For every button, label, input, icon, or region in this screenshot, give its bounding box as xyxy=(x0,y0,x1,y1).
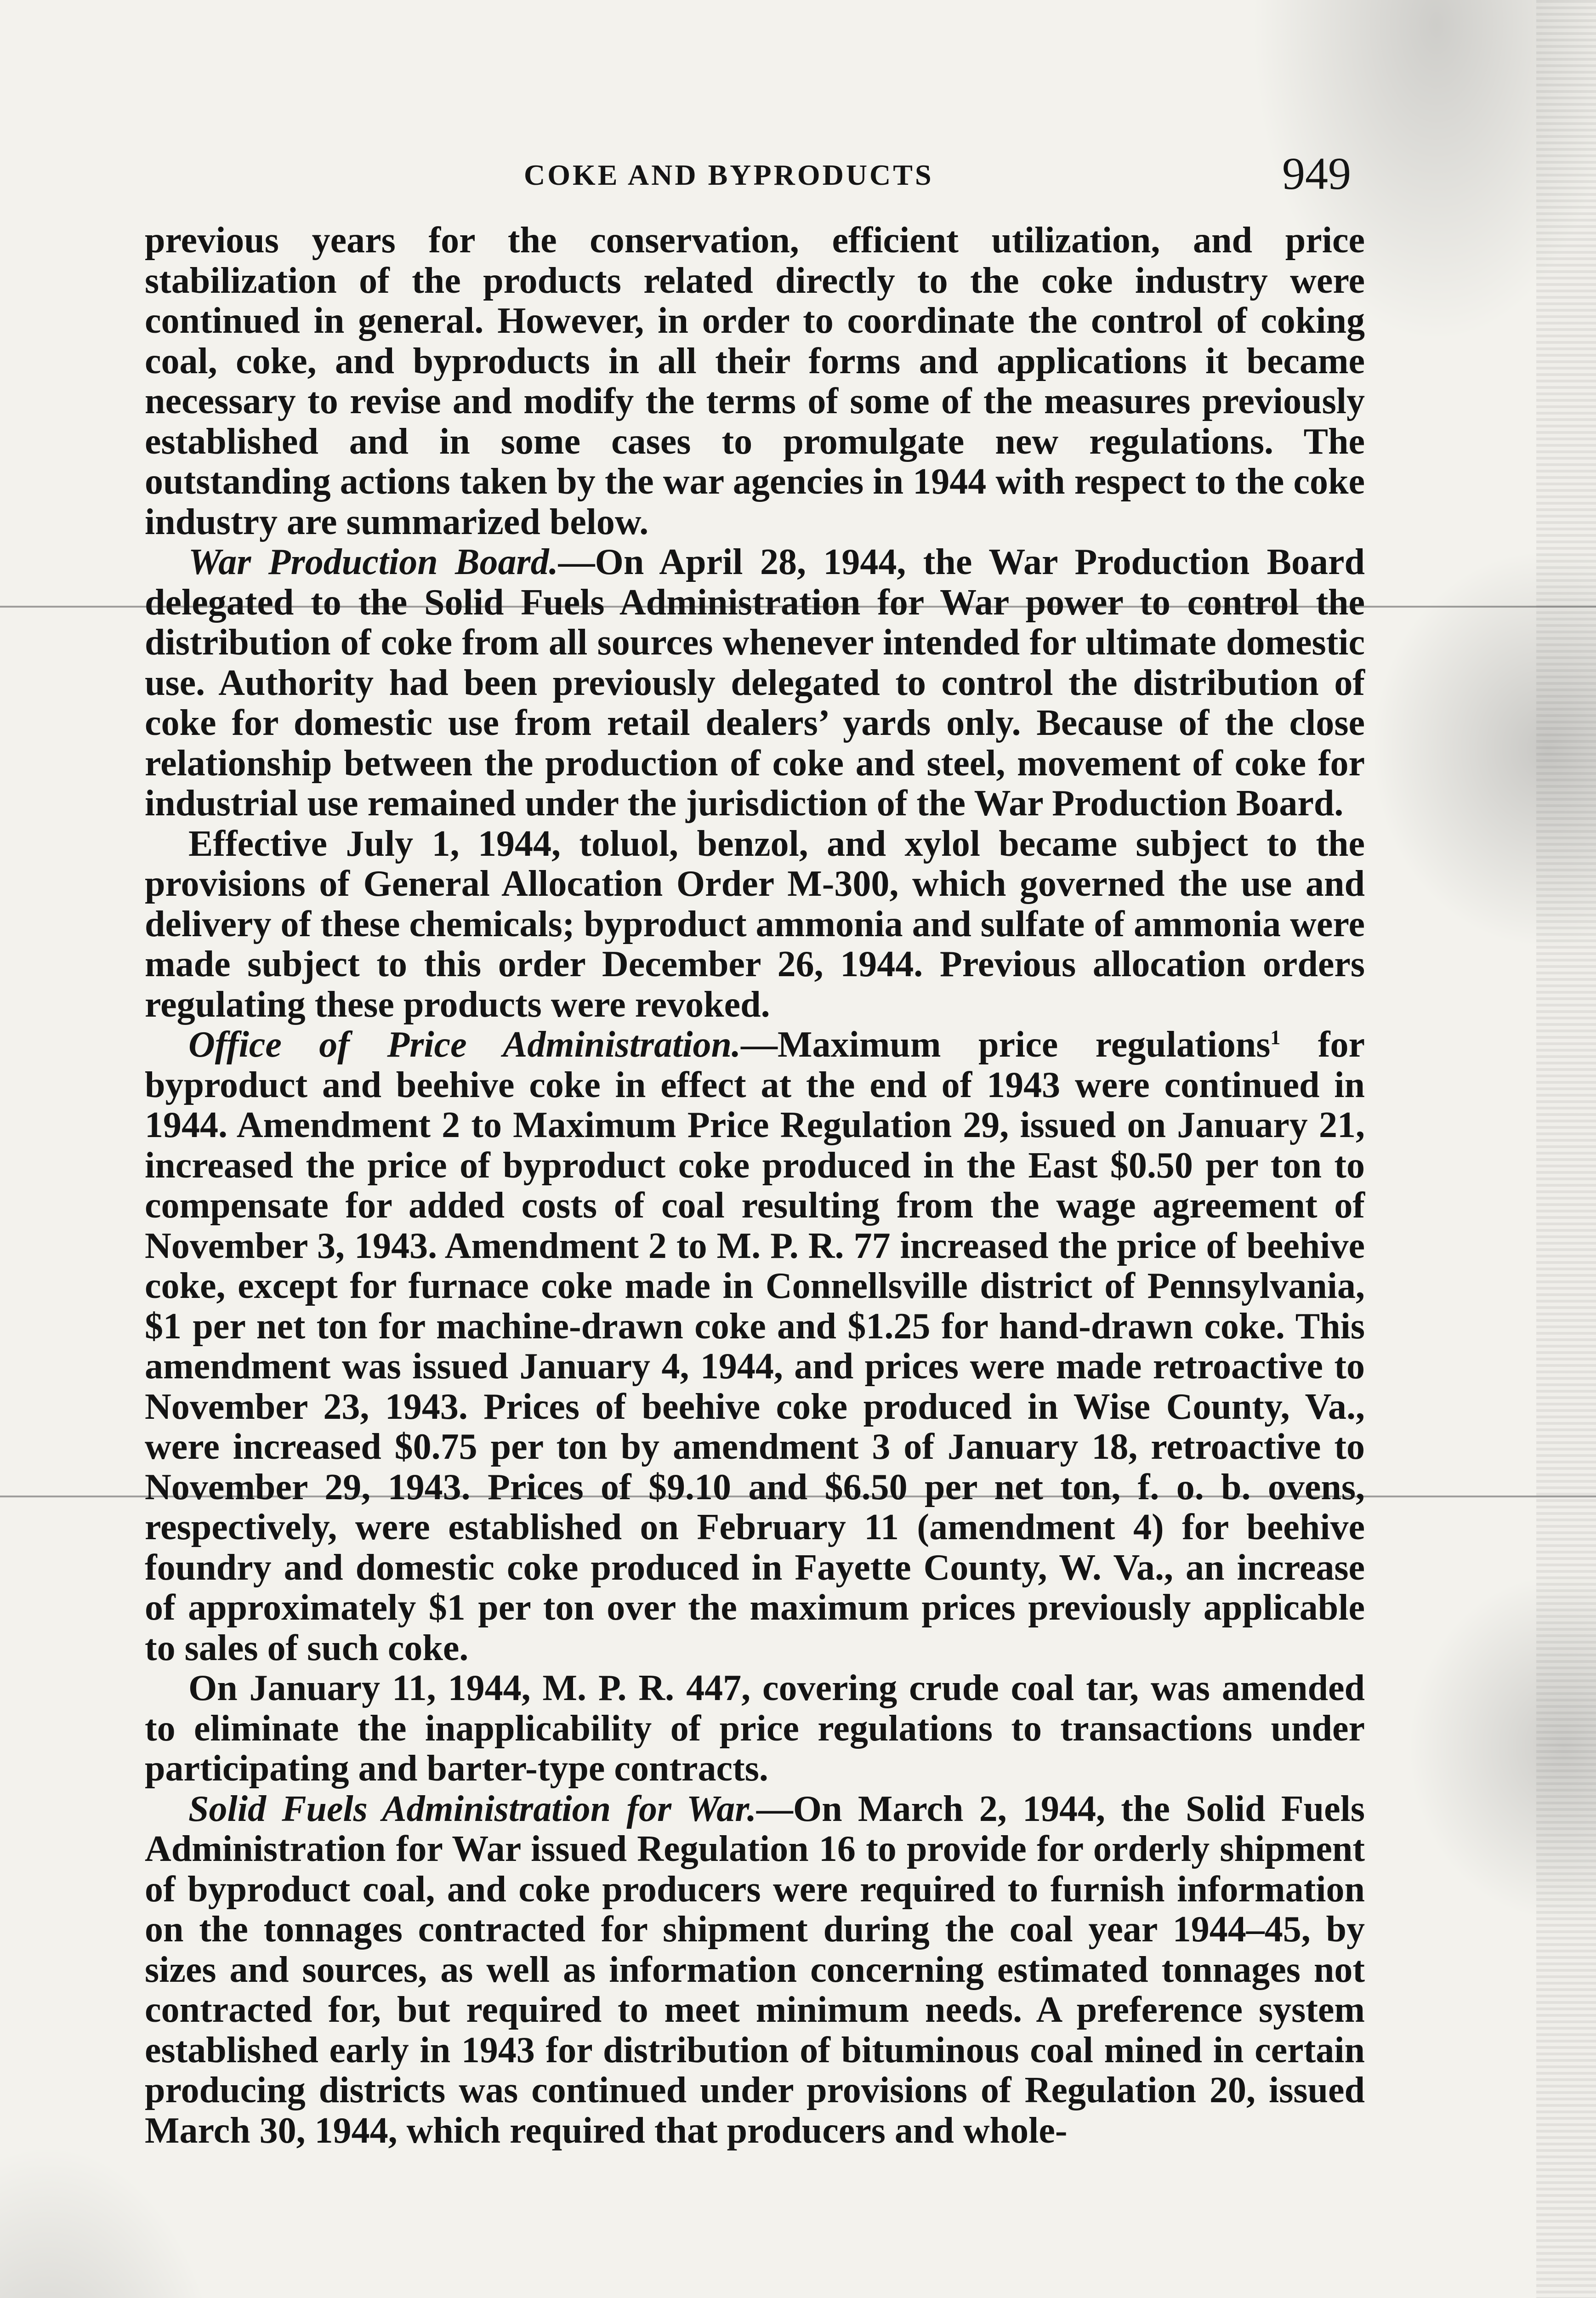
paragraph xyxy=(145,542,1365,824)
paragraph-text: for byproduct and beehive coke in effect at the end of 1943 were continued in 1944. Amendment 2 to Maximum Price Regulation 29, issued on January 21, increased the price of byproduct coke produced in the East $0.50 per ton to compensate for added costs of coal resulting from the wage agreement of November 3, 1943. Amendment 2 to M. P. R. 77 increased the price of beehive coke, except for furnace coke made in Connellsville district of Pennsylvania, $1 per net ton for machine-drawn coke and $1.25 for hand-drawn coke. This amendment was issued January 4, 1944, and prices were made retroactive to November 23, 1943. Prices of beehive coke produced in Wise County, Va., were increased $0.75 per ton by amendment 3 of January 18, retroactive to November 29, 1943. Prices of $9.10 and $6.50 per net ton, f. o. b. ovens, respectively, were established on February 11 (amendment 4) for beehive foundry and domestic coke produced in Fayette County, W. Va., an increase of approximately $1 per ton over the maximum prices previously applicable to sales of such coke. xyxy=(145,1024,1365,1668)
footnote-reference: 1 xyxy=(1270,1026,1281,1049)
paragraph xyxy=(145,221,1365,542)
section-heading: Solid Fuels Administration for War. xyxy=(188,1788,756,1829)
running-head: COKE AND BYPRODUCTS xyxy=(524,159,934,191)
paragraph xyxy=(145,1789,1365,2151)
body-text xyxy=(145,221,1365,2151)
paragraph-text: previous years for the conservation, efficient utilization, and price stabilization of the products related directly to the coke industry were continued in general. However, in order to coordinate the control of coking coal, coke, and byproducts in all their forms and applications it became necessary to revise and modify the terms of some of the measures previously established and in some cases to promulgate new regulations. The outstanding actions taken by the war agencies in 1944 with respect to the coke industry are summarized below. xyxy=(145,220,1365,542)
page-number: 949 xyxy=(1282,148,1351,199)
paragraph-text: —Maximum price regulations xyxy=(741,1024,1271,1065)
paragraph xyxy=(145,1025,1365,1668)
section-heading: Office of Price Administration. xyxy=(188,1024,741,1065)
paragraph-text: —On March 2, 1944, the Solid Fuels Administration for War issued Regulation 16 to provide for orderly shipment of byproduct coal, and coke producers were required to furnish information on the tonnages contracted for shipment during the coal year 1944–45, by sizes and sources, as well as information concerning estimated tonnages not contracted for, but required to meet minimum needs. A preference system established early in 1943 for distribution of bituminous coal mined in certain producing districts was continued under provisions of Regulation 20, issued March 30, 1944, which required that producers and whole- xyxy=(145,1788,1365,2151)
paragraph-text: —On April 28, 1944, the War Production Board delegated to the Solid Fuels Administration for War power to control the distribution of coke from all sources whenever intended for ultimate domestic use. Authority had been previously delegated to control the distribution of coke for domestic use from retail dealers’ yards only. Because of the close relationship between the production of coke and steel, movement of coke for industrial use remained under the jurisdiction of the War Production Board. xyxy=(145,542,1365,824)
paragraph-text: Effective July 1, 1944, toluol, benzol, and xylol became subject to the provisions of General Allocation Order M-300, which governed the use and delivery of these chemicals; byproduct ammonia and sulfate of ammonia were made subject to this order December 26, 1944. Previous allocation orders regulating these products were revoked. xyxy=(145,823,1365,1025)
page-edge-shadow xyxy=(1536,0,1596,2298)
paragraph xyxy=(145,824,1365,1025)
section-heading: War Production Board. xyxy=(188,542,558,582)
page-header xyxy=(0,147,1596,207)
paragraph-text: On January 11, 1944, M. P. R. 447, covering crude coal tar, was amended to eliminate the inapplicability of price regulations to transactions under participating and barter-type contracts. xyxy=(145,1668,1365,1789)
paragraph xyxy=(145,1668,1365,1789)
